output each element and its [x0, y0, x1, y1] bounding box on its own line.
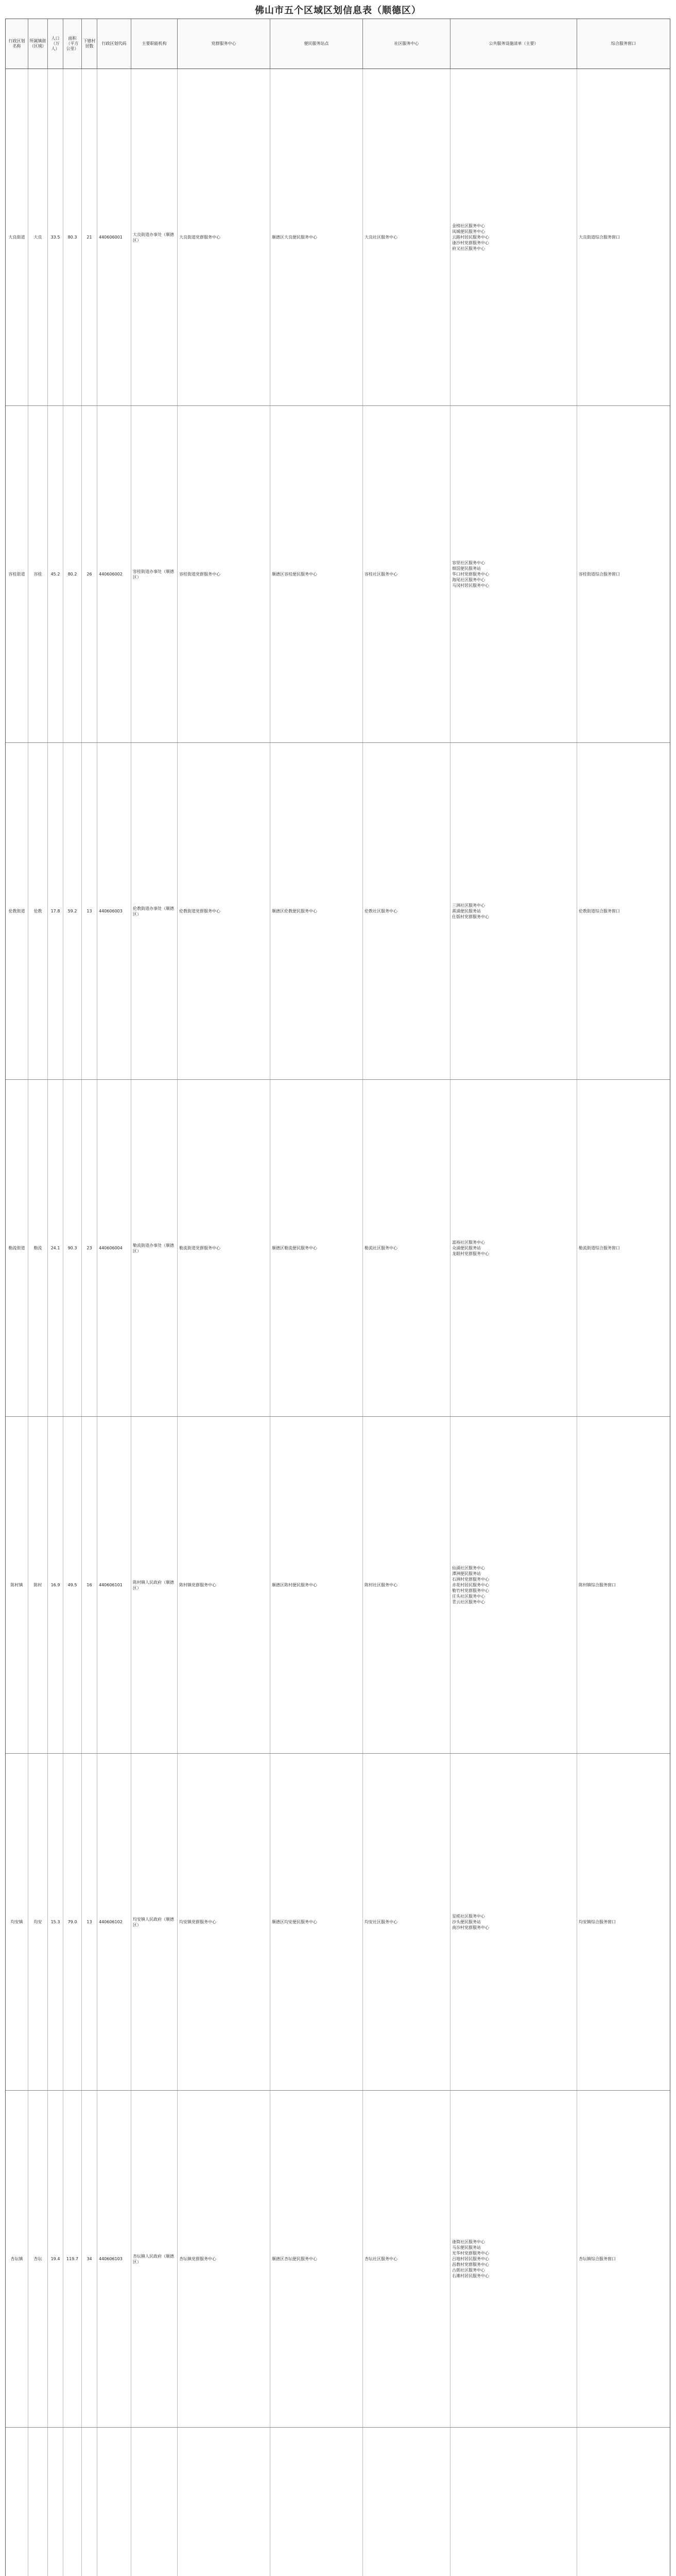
- cell-cnt: 34: [82, 2091, 97, 2427]
- cell-pop: 17.8: [48, 743, 63, 1079]
- table-row: [6, 69, 670, 406]
- cell-conv: 顺德区勒流便民服务中心: [270, 1080, 363, 1416]
- cell-pop: 15.3: [48, 1754, 63, 2090]
- cell-conv: 顺德区容桂便民服务中心: [270, 406, 363, 742]
- facility-item: 庄头社区服务中心: [452, 1594, 485, 1599]
- cell-code: 440606102: [97, 1754, 131, 2090]
- cell-party: 勒流街道党群服务中心: [178, 1080, 270, 1416]
- facility-item: 赤花村居民服务中心: [452, 1583, 489, 1587]
- cell-cnt: 23: [82, 1080, 97, 1416]
- facility-item: 龙眼村党群服务中心: [452, 1251, 489, 1256]
- cell-party: 杏坛镇党群服务中心: [178, 2091, 270, 2427]
- cell-code: [97, 2428, 131, 2576]
- cell-party: 陈村镇党群服务中心: [178, 1417, 270, 1753]
- facility-item: 古朗社区服务中心: [452, 2268, 485, 2273]
- column-header: 人口（万人）: [48, 19, 63, 69]
- cell-comm: 容桂社区服务中心: [363, 406, 450, 742]
- facility-item: 仙涌社区服务中心: [452, 1566, 485, 1570]
- cell-town: 伦教: [28, 743, 48, 1079]
- facility-list: [450, 2091, 577, 2427]
- cell-area: 79.0: [63, 1754, 82, 2090]
- facility-list: [450, 743, 577, 1079]
- cell-comm: 杏坛社区服务中心: [363, 2091, 450, 2427]
- column-header: 面积（平方公里）: [63, 19, 82, 69]
- cell-comm: [363, 2428, 450, 2576]
- cell-pop: 45.2: [48, 406, 63, 742]
- cell-org: 勒流街道办事处（顺德区）: [131, 1080, 178, 1416]
- column-header: 下辖村居数: [82, 19, 97, 69]
- facility-list: [450, 1754, 577, 2090]
- facility-item: 南沙村党群服务中心: [452, 1925, 489, 1930]
- cell-pop: [48, 2428, 63, 2576]
- facility-item: 石洲村党群服务中心: [452, 1577, 489, 1582]
- cell-code: 440606001: [97, 69, 131, 405]
- cell-code: 440606103: [97, 2091, 131, 2427]
- cell-win: 陈村镇综合服务窗口: [579, 1583, 616, 1587]
- cell-party: 容桂街道党群服务中心: [178, 406, 270, 742]
- cell-name: 大良街道: [6, 69, 28, 405]
- facility-list: [450, 1417, 577, 1753]
- facility-item: 青云社区服务中心: [452, 1600, 485, 1604]
- cell-name: 伦教街道: [6, 743, 28, 1079]
- cell-win: 容桂街道综合服务窗口: [579, 572, 620, 577]
- table-body: [6, 69, 670, 2576]
- cell-org: 大良街道办事处（顺德区）: [131, 69, 178, 405]
- cell-party: 均安镇党群服务中心: [178, 1754, 270, 2090]
- cell-town: 大良: [28, 69, 48, 405]
- table-row: [6, 2091, 670, 2428]
- cell-conv: 顺德区杏坛便民服务中心: [270, 2091, 363, 2427]
- facility-item: 星槎社区服务中心: [452, 1914, 485, 1919]
- cell-cnt: 13: [82, 743, 97, 1079]
- facility-item: 熹涌便民服务站: [452, 909, 481, 913]
- facility-item: 昌教村党群服务中心: [452, 2262, 489, 2267]
- cell-org: 容桂街道办事处（顺德区）: [131, 406, 178, 742]
- cell-conv: 顺德区陈村便民服务中心: [270, 1417, 363, 1753]
- cell-win: 伦教街道综合服务窗口: [579, 909, 620, 913]
- cell-cnt: [82, 2428, 97, 2576]
- cell-org: 伦教街道办事处（顺德区）: [131, 743, 178, 1079]
- cell-name: 均安镇: [6, 1754, 28, 2090]
- cell-org: [131, 2428, 178, 2576]
- cell-code: 440606003: [97, 743, 131, 1079]
- facility-list: [450, 69, 577, 405]
- table-row: [6, 2428, 670, 2576]
- cell-org: 杏坛镇人民政府（顺德区）: [131, 2091, 178, 2427]
- column-header: 主要职能机构: [131, 19, 178, 69]
- cell-name: 勒流街道: [6, 1080, 28, 1416]
- cell-name: 杏坛镇: [6, 2091, 28, 2427]
- cell-name: 陈村镇: [6, 1417, 28, 1753]
- facility-item: 吕地村居民服务中心: [452, 2257, 489, 2261]
- cell-conv: 顺德区伦教便民服务中心: [270, 743, 363, 1079]
- cell-pop: 16.9: [48, 1417, 63, 1753]
- facility-item: 逢简社区服务中心: [452, 2240, 485, 2244]
- cell-pop: 24.1: [48, 1080, 63, 1416]
- facility-item: 云路村居民服务中心: [452, 235, 489, 240]
- column-header: 公共服务设施清单（主要）: [450, 19, 577, 69]
- cell-conv: [270, 2428, 363, 2576]
- facility-list: [450, 1080, 577, 1416]
- cell-win: 大良街道综合服务窗口: [579, 235, 620, 240]
- cell-code: 440606002: [97, 406, 131, 742]
- facility-item: 金榜社区服务中心: [452, 224, 485, 228]
- cell-party: 大良街道党群服务中心: [178, 69, 270, 405]
- cell-party: [178, 2428, 270, 2576]
- cell-comm: 勒流社区服务中心: [363, 1080, 450, 1416]
- facility-item: 仕版村党群服务中心: [452, 914, 489, 919]
- facility-item: 勒竹村党群服务中心: [452, 1588, 489, 1593]
- cell-win: 均安镇综合服务窗口: [579, 1920, 616, 1924]
- facility-item: 众涌便民服务站: [452, 1246, 481, 1250]
- cell-area: [63, 2428, 82, 2576]
- cell-area: 49.5: [63, 1417, 82, 1753]
- cell-area: 80.2: [63, 406, 82, 742]
- cell-conv: 顺德区均安便民服务中心: [270, 1754, 363, 2090]
- table-row: [6, 1754, 670, 2091]
- cell-area: 59.2: [63, 743, 82, 1079]
- cell-town: 陈村: [28, 1417, 48, 1753]
- table-row: [6, 743, 670, 1080]
- facility-item: 逢沙村党群服务中心: [452, 241, 489, 245]
- cell-area: 119.7: [63, 2091, 82, 2427]
- cell-cnt: 26: [82, 406, 97, 742]
- cell-name: 容桂街道: [6, 406, 28, 742]
- facility-item: 凤城便民服务中心: [452, 229, 485, 234]
- cell-code: 440606101: [97, 1417, 131, 1753]
- table-row: [6, 1080, 670, 1417]
- cell-cnt: 13: [82, 1754, 97, 2090]
- facility-item: 马冈村居民服务中心: [452, 583, 489, 588]
- cell-org: 陈村镇人民政府（顺德区）: [131, 1417, 178, 1753]
- facility-item: 华口村党群服务中心: [452, 572, 489, 577]
- facility-list: [450, 2428, 577, 2576]
- facility-item: 光华村党群服务中心: [452, 2251, 489, 2256]
- facility-item: 右滩村居民服务中心: [452, 2274, 489, 2278]
- cell-conv: 顺德区大良便民服务中心: [270, 69, 363, 405]
- facility-item: 富裕社区服务中心: [452, 1240, 485, 1245]
- cell-win: 勒流街道综合服务窗口: [579, 1246, 620, 1250]
- cell-win: [577, 2428, 670, 2576]
- column-header: 行政区划名称: [6, 19, 28, 69]
- facility-item: 潭洲便民服务站: [452, 1571, 481, 1576]
- column-header: 社区服务中心: [363, 19, 450, 69]
- facility-list: [450, 406, 577, 742]
- cell-org: 均安镇人民政府（顺德区）: [131, 1754, 178, 2090]
- cell-party: 伦教街道党群服务中心: [178, 743, 270, 1079]
- cell-cnt: 16: [82, 1417, 97, 1753]
- cell-comm: 伦教社区服务中心: [363, 743, 450, 1079]
- cell-town: 杏坛: [28, 2091, 48, 2427]
- column-header: 综合服务窗口: [611, 41, 636, 46]
- facility-item: 三洲社区服务中心: [452, 903, 485, 908]
- page-title: 佛山市五个区域区划信息表（顺德区）: [255, 5, 421, 16]
- cell-comm: 均安社区服务中心: [363, 1754, 450, 2090]
- facility-item: 海尾社区服务中心: [452, 578, 485, 582]
- facility-item: 沙头便民服务站: [452, 1920, 481, 1924]
- cell-pop: 33.5: [48, 69, 63, 405]
- cell-win: 杏坛镇综合服务窗口: [579, 2257, 616, 2261]
- cell-code: 440606004: [97, 1080, 131, 1416]
- cell-cnt: 21: [82, 69, 97, 405]
- cell-area: 90.3: [63, 1080, 82, 1416]
- column-header: 所属镇街（区域）: [28, 19, 48, 69]
- cell-name: [6, 2428, 28, 2576]
- column-header: 党群服务中心: [178, 19, 270, 69]
- cell-comm: 陈村社区服务中心: [363, 1417, 450, 1753]
- facility-item: 马东便民服务站: [452, 2245, 481, 2250]
- cell-area: 80.3: [63, 69, 82, 405]
- table-row: [6, 406, 670, 743]
- column-header: 行政区划代码: [97, 19, 131, 69]
- cell-town: 勒流: [28, 1080, 48, 1416]
- cell-pop: 19.4: [48, 2091, 63, 2427]
- cell-town: 容桂: [28, 406, 48, 742]
- facility-item: 容里社区服务中心: [452, 561, 485, 565]
- table-header: [6, 19, 670, 69]
- cell-town: [28, 2428, 48, 2576]
- facility-item: 细滘便民服务站: [452, 566, 481, 571]
- cell-comm: 大良社区服务中心: [363, 69, 450, 405]
- district-table: [5, 19, 670, 2576]
- table-row: [6, 1417, 670, 1754]
- facility-item: 府又社区服务中心: [452, 246, 485, 251]
- column-header: 便民服务站点: [270, 19, 363, 69]
- cell-town: 均安: [28, 1754, 48, 2090]
